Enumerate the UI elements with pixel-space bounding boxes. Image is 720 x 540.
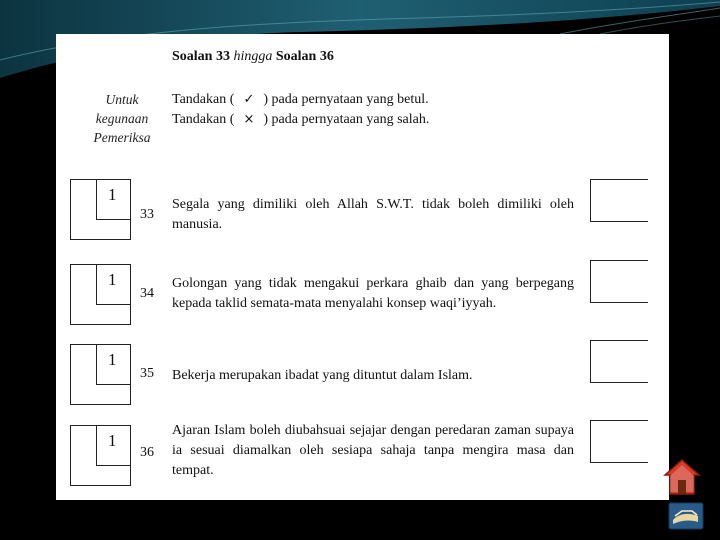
answer-box[interactable] bbox=[590, 340, 648, 383]
answer-box[interactable] bbox=[590, 260, 648, 303]
home-icon bbox=[663, 458, 701, 496]
mark-value: 1 bbox=[108, 270, 117, 289]
answer-box[interactable] bbox=[590, 179, 648, 222]
question-number: 34 bbox=[140, 286, 154, 301]
mark-value: 1 bbox=[108, 431, 117, 450]
instruction-false-prefix: Tandakan ( bbox=[172, 112, 235, 127]
examiner-use-label bbox=[80, 90, 164, 147]
cross-mark-icon: × bbox=[243, 112, 255, 127]
question-text: Golongan yang tidak mengakui perkara ghaib dan yang berpegang kepada taklid semata-mata menyalahi konsep waqi’iyyah. bbox=[172, 276, 574, 311]
question-paper bbox=[56, 34, 669, 500]
examiner-line-1: Untuk bbox=[105, 92, 139, 107]
question-row bbox=[56, 179, 669, 249]
question-text: Segala yang dimiliki oleh Allah S.W.T. tidak boleh dimiliki oleh manusia. bbox=[172, 197, 574, 232]
mark-allocation-box bbox=[96, 425, 131, 466]
mark-allocation-box bbox=[96, 264, 131, 305]
mark-allocation-box bbox=[96, 344, 131, 385]
question-number: 35 bbox=[140, 366, 154, 381]
instruction-false-suffix: ) pada pernyataan yang salah. bbox=[263, 112, 430, 127]
question-number: 33 bbox=[140, 207, 154, 222]
instruction-false bbox=[172, 112, 429, 128]
mark-value: 1 bbox=[108, 185, 117, 204]
question-row bbox=[56, 340, 669, 410]
heading-end: Soalan 36 bbox=[275, 49, 334, 64]
instruction-true-prefix: Tandakan ( bbox=[172, 92, 235, 107]
answer-box[interactable] bbox=[590, 420, 648, 463]
heading-start: Soalan 33 bbox=[172, 49, 230, 64]
next-slide-icon bbox=[668, 502, 704, 530]
section-heading bbox=[172, 49, 334, 65]
examiner-line-3: Pemeriksa bbox=[93, 130, 151, 145]
question-number: 36 bbox=[140, 445, 154, 460]
examiner-line-2: kegunaan bbox=[95, 111, 149, 126]
check-mark-icon: ✓ bbox=[243, 92, 255, 107]
instruction-true bbox=[172, 92, 429, 108]
mark-value: 1 bbox=[108, 350, 117, 369]
heading-mid: hingga bbox=[233, 49, 273, 64]
question-row bbox=[56, 420, 669, 490]
instruction-true-suffix: ) pada pernyataan yang betul. bbox=[263, 92, 429, 107]
mark-allocation-box bbox=[96, 179, 131, 220]
home-button[interactable] bbox=[663, 458, 701, 496]
question-row bbox=[56, 260, 669, 330]
next-slide-button[interactable] bbox=[668, 502, 704, 530]
question-text: Bekerja merupakan ibadat yang dituntut dalam Islam. bbox=[172, 368, 473, 383]
question-text: Ajaran Islam boleh diubahsuai sejajar dengan peredaran zaman supaya ia sesuai diamalkan oleh sesiapa sahaja tanpa mengira masa dan tempat. bbox=[172, 423, 574, 478]
